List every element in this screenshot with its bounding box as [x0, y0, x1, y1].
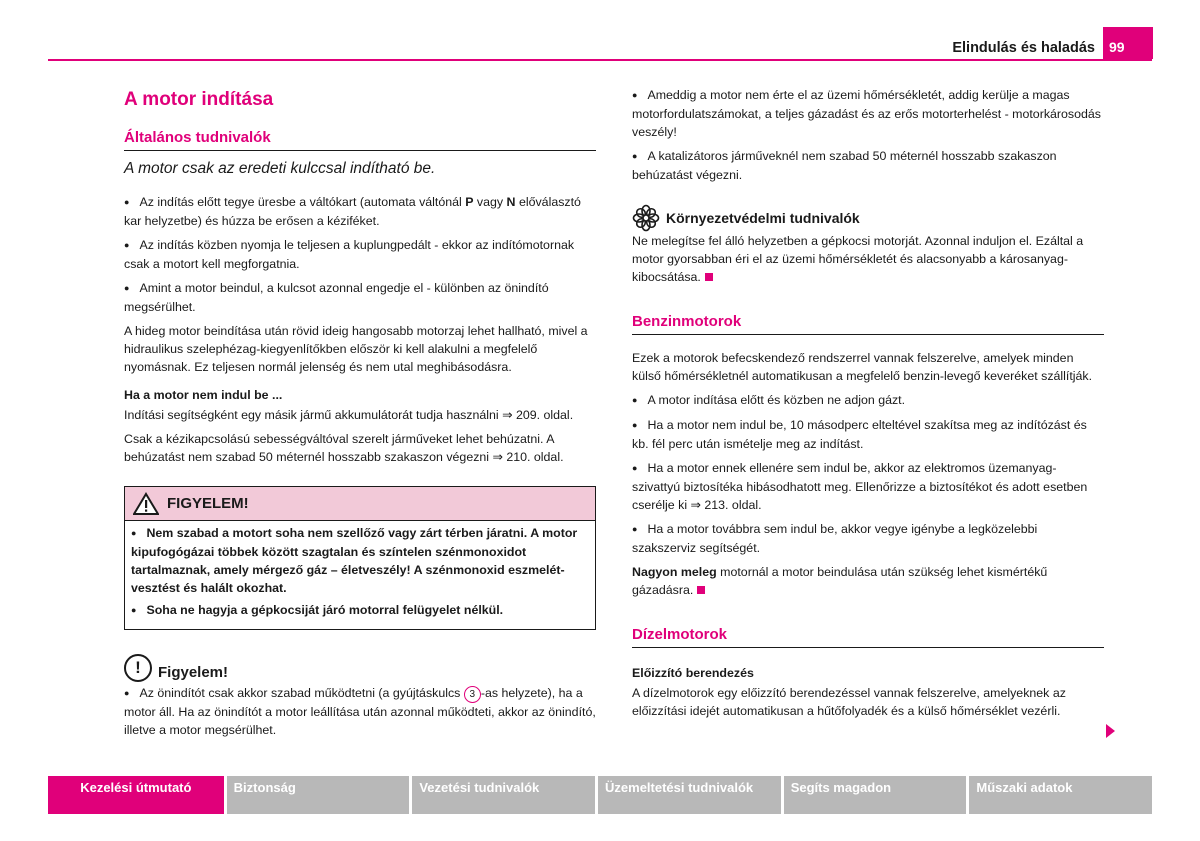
paragraph: A dízelmotorok egy előizzító berendezéssel vannak felszerelve, amelyeknek az előizzítási idejét automatikusan a hűtőfolyadék és a külső hőmérséklet vezérli. — [632, 686, 1066, 718]
list-item: ● Ameddig a motor nem érte el az üzemi hőmérsékletét, addig kerülje a magas motorfordulatszámokat, a teljes gázadást és az erős motorterhelést - motorkárosodás veszély! — [632, 86, 1104, 141]
warning-box — [124, 486, 596, 630]
nav-tab-safety[interactable]: Biztonság — [227, 776, 410, 814]
exclamation-circle-icon: ! — [124, 654, 152, 682]
paragraph: Indítási segítségként egy másik jármű akkumulátorát tudja használni ⇒ 209. oldal. — [124, 406, 596, 424]
subheading: Ha a motor nem indul be ... — [124, 388, 283, 402]
header-rule — [48, 59, 1152, 61]
nav-tab-self-help[interactable]: Segíts magadon — [784, 776, 967, 814]
environment-header — [632, 204, 1104, 232]
list-item: ● Az indítás közben nyomja le teljesen a kuplungpedált - ekkor az indítómotornak csak a motort kell megforgatnia. — [124, 236, 596, 273]
flower-icon — [632, 204, 660, 232]
key-position-badge: 3 — [464, 686, 481, 703]
caution-header — [124, 654, 596, 682]
list-item: ● Ha a motor ennek ellenére sem indul be, akkor az elektromos üzemanyag-szivattyú biztosítéka hibásodhatott meg. Ellenőrizze a biztosítékot és adott esetben cserélje ki ⇒ 213. oldal. — [632, 459, 1104, 514]
nav-tab-technical[interactable]: Műszaki adatok — [969, 776, 1152, 814]
caution-title: Figyelem! — [158, 664, 229, 681]
list-item: ● Soha ne hagyja a gépkocsiját járó motorral felügyelet nélkül. — [131, 601, 589, 620]
lead-text: A motor csak az eredeti kulccsal indítható be. — [124, 160, 436, 177]
list-item: ● A katalizátoros járműveknél nem szabad 50 méternél hosszabb szakaszon behúzatást végezni. — [632, 147, 1104, 184]
warning-body — [125, 521, 595, 629]
list-item: ● Az indítás előtt tegye üresbe a váltókart (automata váltónál P vagy N előválasztó kar helyzetbe) és húzza be erősen a kéziféket. — [124, 193, 596, 230]
page-heading: A motor indítása — [124, 89, 274, 110]
chapter-nav — [48, 776, 1152, 814]
nav-tab-operation[interactable]: Üzemeltetési tudnivalók — [598, 776, 781, 814]
section-heading-petrol: Benzinmotorok — [632, 312, 1104, 335]
section-heading-diesel: Dízelmotorok — [632, 625, 1104, 648]
list-item: ● A motor indítása előtt és közben ne adjon gázt. — [632, 391, 1104, 410]
warning-header — [125, 487, 595, 521]
section-heading-general: Általános tudnivalók — [124, 128, 596, 151]
right-column — [632, 86, 1104, 726]
next-page-arrow-icon[interactable] — [1106, 724, 1115, 738]
subheading: Előizzító berendezés — [632, 666, 754, 680]
paragraph: Ne melegítse fel álló helyzetben a gépkocsi motorját. Azonnal induljon el. Ezáltal a motor gyorsabban éri el az üzemi hőmérsékletét és alacsonyabb a károsanyag-kibocsátása. — [632, 234, 1084, 284]
paragraph: Ezek a motorok befecskendező rendszerrel vannak felszerelve, amelyek minden külső hőmérsékletnél automatikusan a megfelelő benzin-levegő keveréket szállítják. — [632, 351, 1093, 383]
page-reference-link[interactable]: ⇒ 213. oldal. — [691, 498, 762, 512]
nav-tab-driving[interactable]: Vezetési tudnivalók — [412, 776, 595, 814]
environment-title: Környezetvédelmi tudnivalók — [666, 210, 860, 226]
paragraph: A hideg motor beindítása után rövid ideig hangosabb motorzaj lehet hallható, mivel a hidraulikus szelephézag-kiegyenlítőkben először ki kell alakulni a megfelelő nyomásnak. Ez teljesen normál jelenség és nem utal meghibásodásra. — [124, 324, 588, 374]
page-number: 99 — [1103, 27, 1153, 59]
paragraph: Nagyon meleg motornál a motor beindulása után szükség lehet kismértékű gázadásra. — [632, 565, 1048, 597]
end-mark-icon — [705, 273, 713, 281]
list-item: ● Nem szabad a motort soha nem szellőző vagy zárt térben járatni. A motor kipufogógázai többek között szagtalan és színtelen szénmonoxidot tartalmaznak, amely mérgező gáz – életveszély! A szénmonoxid eszmelét-vesztést és halált okozhat. — [131, 524, 589, 597]
list-item: ● Az önindítót csak akkor szabad működtetni (a gyújtáskulcs 3 -as helyzete), ha a motor áll. Ha az önindítót a motor leállítása után azonnal működteti, akkor az önindító, illetve a motor megsérülhet. — [124, 684, 596, 739]
page-reference-link[interactable]: ⇒ 209. oldal. — [502, 408, 573, 422]
nav-tab-manual[interactable]: Kezelési útmutató — [48, 776, 224, 814]
list-item: ● Ha a motor továbbra sem indul be, akkor vegye igénybe a legközelebbi szakszerviz segítségét. — [632, 520, 1104, 557]
warning-title: FIGYELEM! — [167, 494, 249, 512]
list-item: ● Amint a motor beindul, a kulcsot azonnal engedje el - különben az önindító megsérülhet. — [124, 279, 596, 316]
warning-triangle-icon — [133, 492, 159, 516]
left-column — [124, 86, 596, 745]
paragraph: Csak a kézikapcsolású sebességváltóval szerelt járműveket lehet behúzatni. A behúzatást nem szabad 50 méternél hosszabb szakaszon végezni ⇒ 210. oldal. — [124, 430, 596, 466]
end-mark-icon — [697, 586, 705, 594]
section-title: Elindulás és haladás — [952, 40, 1095, 56]
page-reference-link[interactable]: ⇒ 210. oldal. — [493, 450, 564, 464]
list-item: ● Ha a motor nem indul be, 10 másodperc elteltével szakítsa meg az indítózást és kb. fél perc után ismételje meg az indítást. — [632, 416, 1104, 453]
